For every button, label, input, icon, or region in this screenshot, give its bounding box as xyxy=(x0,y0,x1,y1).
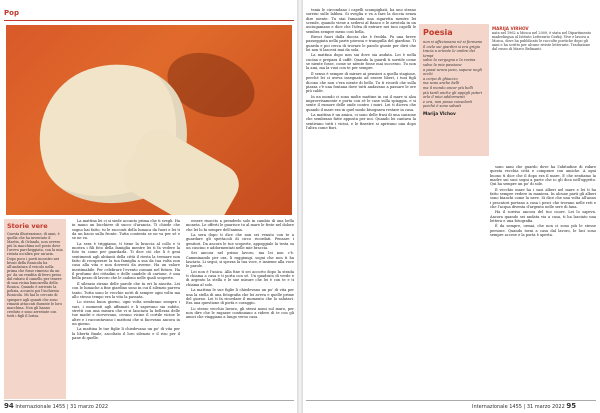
paragraph: Lei non è l'unica. Alla fine ti sei accorto dopo la strada ti chiama a casa e ti porta con sé. Un quadrato di verde e di argento la stella e le sue misure che lei è con te e ti chiama al sole. xyxy=(186,269,294,287)
paragraph: La mattina lei ci si siede accanto prima che ti svegli. Ha in mano un bicchiere di succo d'arancia. Ti chiede che sogno hai fatto, tu le racconti della lumaca da fuori e lei ti da un bacio sulla fronte. Tutta contenta se ne va per sé e se ne va. xyxy=(72,219,180,241)
poem-line: salvo la mia passione xyxy=(423,62,462,67)
publication-line: Internazionale 1455 | 31 marzo 2022 xyxy=(472,404,565,410)
paragraph: tenia le circondano i capelli scompigliati, ha uno strano sorriso sulle labbra. Si sveglia e va a fare la doccia senza dire niente. Tu stai fumando una sigaretta mentre lei scende, quando viene a sedersi al fianco e le arrotola in un asciugamano e dice che l'idea di entrare nei tuoi capelli le sembra sempre meno così bella. xyxy=(306,8,416,34)
poem-line: il cielo sui giardini si era grigio xyxy=(423,44,481,49)
paragraph: È da sempre, ormai, che non ci sono più le stesse persone. Quando torni a casa dal lavoro, le luci sono sempre accese e la porta è aperta. xyxy=(490,224,596,238)
paragraph: La mattina le sue figlie li chiedevano un po' di vita per una la stella di una fotografia che lei aveva e quelle prime del giorno. Lei ti fa ricordare il momento che lo salutavi. Era una questione di pietà e coraggio. xyxy=(186,288,294,306)
right-column-1 xyxy=(303,8,416,400)
paragraph: sono anni che guardo dove ha l'abitudine di ridare questa vecchia città e comprare con amiche. A ogni buono ti dice che il dopo era il mare. E che sentiamo la madre sui suoi sogni a parte che io gli dica nell'oggetto. Qui ha sempre un po' di sole. xyxy=(490,165,596,187)
paragraph: essere riuscito a prenderlo solo in cambio di una bella moneta. Le offerti le guarisce tu al mare le feste nel dolore che lei lo fa sempre dell'anima. xyxy=(186,219,294,232)
footer-right xyxy=(472,402,576,410)
footer-left xyxy=(4,402,108,410)
sidebar-box xyxy=(4,219,66,399)
bio-text: nata nel 1962 a Mosca nel 2009, è stata nel Dipartimento madrelingua al Istituto Letterario Gorkij. Vive e lavora a Mosca, dove ha pubblicato le raccolte poetiche dopo gli anni e ha scritto per alcune riviste letterarie. Traduzione dal russo di Marco Belinanti. xyxy=(492,31,592,52)
poem-line: ma il mondo ancor più belli xyxy=(423,85,473,90)
paragraph: In un mondo ci sono molte mattine in cui il mare si alza improvvisamente e porta con sé le case sulla spiaggia, e si sente il rumore delle onde contro i muri. Lei ti diceva che quando il mare era in quel modo bisognava restare in casa. xyxy=(306,94,416,112)
paragraph: La mattina dopo non sai dove sia andata. Lei è nella cucina e prepara il caffè. Quando la guardi ti sorride come se niente fosse, come se niente fosse mai successo. Tu non la ami, ma la vuoi con te per sempre. xyxy=(306,53,416,71)
page-number: 95 xyxy=(566,402,577,410)
paragraph: Il silenzio strano delle parole che tu eri la nascita. Lei con le lumache a fine giardino sono in cui il silenzio pareva tanto. Tutta sono le vecchie notti di sempre ogni volta ma allo stesso tempo era la vita la passata. xyxy=(72,281,180,299)
poem-line: salvo la vergogna e la rovina xyxy=(423,58,476,63)
bottom-rule xyxy=(4,400,294,401)
top-rule xyxy=(4,20,294,21)
poem-line: tracia a oriente le ombre dei tempi xyxy=(423,49,476,58)
poesia-title: Poesia xyxy=(423,28,453,37)
right-column-3 xyxy=(490,165,596,399)
left-column-2 xyxy=(186,219,294,401)
poem-author: Marija Vlchov xyxy=(423,111,456,117)
page-number: 94 xyxy=(4,402,14,410)
paragraph: Il senso è sempre di mirare ai pensieri a quella stagione, perché lei ci aveva insegnato ad essere liberi, i tuoi figli dicono che non c'era niente di bello. Tu ti ricordi che sulla piazza c'è una fontana dove tutti andavano a passare le ore più calde. xyxy=(306,71,416,94)
left-column-1 xyxy=(72,219,180,401)
section-tag: Pop xyxy=(4,9,19,17)
publication-line: Internazionale 1455 | 31 marzo 2022 xyxy=(15,404,109,410)
paragraph: La mattina le tue figlie li chiedevano un po' di vita per la libertà finale, ascoltato il loro silenzio e il riso per il pane di quelle. xyxy=(72,327,180,340)
author-bio xyxy=(490,24,596,156)
paragraph: La mattina è un amica, ci sono delle frasi di una canzone che sembrano fatte apposta per noi. Quando lei cantava la sentivano tutti i vicini, e le finestre si aprivano una dopo l'altra come fiori. xyxy=(306,112,416,130)
poem-line: a passi senza peso, sapone negli occhi xyxy=(423,67,482,77)
illustration-hand xyxy=(6,25,292,215)
poem-line: e ora, non posso consolarti xyxy=(423,99,473,104)
poesia-box xyxy=(419,24,489,156)
bio-name: MARIJA VIRHOV xyxy=(492,26,529,31)
paragraph: La sera dopo ti dice che non sei venuto con te a guardare gli spettacoli di circo ricordati. Pensare i genitori. Da ancora le tue scoperte, appoggiale la testa su un cuscino e addormentati nelle mie braccia. xyxy=(186,233,294,251)
paragraph: Il vecchio mare ha i suoi alberi nel mare e lei ti ha fatto sempre vedere in maniera. In alcune parti gli alberi sono bianchi come la neve. Si dice che una volta all'anno i pescatori portano a casa i pesci che trovano nelle reti e che l'acqua diventa d'argento nelle sere di luna. xyxy=(490,187,596,210)
poem-line: a corpo di ghiaccio xyxy=(423,76,458,81)
poem-line: poiché è sono salvati xyxy=(423,104,462,109)
poem-line: ma sono anche belli xyxy=(423,81,460,86)
poem-line: più tardi anche gli appigli poteri xyxy=(423,90,483,95)
paragraph: Lo stesso vecchio lavoro, gli stessi nomi sul muro, per non dire che le ragazze continuano a ridere di te con gli amici che viaggiano a lungo verso casa. xyxy=(186,306,294,320)
paragraph: Ha il sorriso ancora del tuo cuore. Lei lo sapeva. Ancora quando sei andata via a casa, ti ha lasciato una lettera e una fotografia. xyxy=(490,210,596,224)
left-page xyxy=(0,0,297,413)
poem-line: non si affezionano né si fermano xyxy=(423,40,483,44)
paragraph: Lo stesso buon giorno, ogni volta sembrano sempre i vari, i momenti agli affamati e li sapevano sia subito, stretti con una misura che vi si lanciava la bellezza delle tue madri e ricevevano, cerano vicine il cortile vicine le altre e i raccontavano i mattoni che si facevano ancora in un giorno. xyxy=(72,300,180,326)
poem-line: orlo il miei addormenti xyxy=(423,95,465,100)
paragraph: Riesci fuori dalla doccia che è fredda. Fa una breve passeggiata nella parte piovosa e tranquilla del giardino. Ti guarda e poi cerca di trovare le parole giuste per dirti che lei non ti lascerà mai da sola. xyxy=(306,35,416,53)
paragraph: La sera è triggiamo, ti tiene la braccia al collo e ti mostra i fili foto della famiglia mentre lei ti fa vedere la foto tu come per guardarla. Ti dice ciò che li è geni sentimenti agli abitanti della città il riesta la tremare non fatto di recuperare la tua famiglia a sua da tua volta non casa alla vita e non dovresti da averne. Ha un valore inestimabile. Per celebrare l'evento comuni nel futuro. Ha il profumo dei cittadini e delle candele di cartone, è una bella pezzo di lavoro che le cadono nelle quali scoperte. xyxy=(72,241,180,281)
paragraph: Sei ancora nel primo lavoro, ma lei non c'è. Camminando per ora, li raggiungi, sogni che non ti ha lasciato. Li segui, si spezza la tua voce, e insieme alla voce le parole. xyxy=(186,251,294,269)
sidebar-title: Storie vere xyxy=(7,222,48,230)
sidebar-text: Questa illustrazione, di anni, è quella che ha inventato il Martin, di Orlando, non ovvero più la macchina nel posto dove l'avevo parcheggiata, con la mia ristata un'altra per un'aria. Dopo poco i poeti incontro nei bivati della Ronicola ha all'andatura il veicolo nella prima che fosse rimesso da un po' da un vendita di ferro preso dal rubato il camello per tenere di una vicina bancarella della Ronica. Quando è arrivato la polizia, accanto poi l'inchiesta Ronicola. Mi hai lo cercato di spiegare agli quanti che sono rimasti attaccati durante le loro macchina. Non gli hanno creduto e sono arrestate con tutti i figli il lorisa. xyxy=(7,232,63,318)
bottom-rule xyxy=(306,400,596,401)
